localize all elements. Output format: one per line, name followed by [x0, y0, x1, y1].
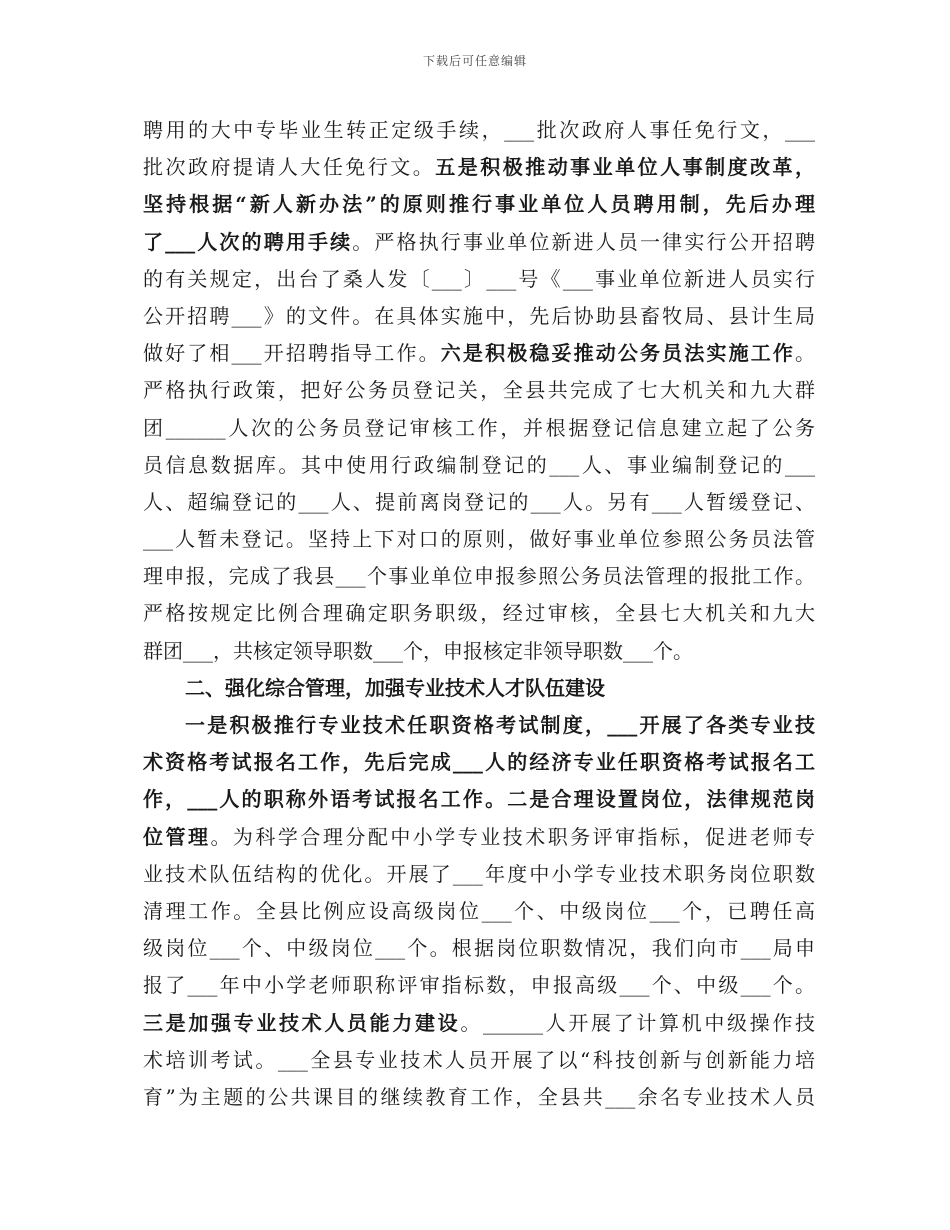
- text-line: [143, 149, 815, 186]
- text-run: 群团___，共核定领导职数___个，申报核定非领导职数___个。: [143, 638, 693, 663]
- text-run: 。: [795, 341, 816, 366]
- text-line: [143, 186, 815, 223]
- text-run: 级岗位___个、中级岗位___个。根据岗位职数情况，我们向市___局申: [143, 936, 815, 961]
- bold-text-run: 坚持根据“新人新办法”的原则推行事业单位人员聘用制，先后办理: [143, 192, 815, 217]
- text-run: ___人暂未登记。坚持上下对口的原则，做好事业单位参照公务员法管: [143, 527, 815, 552]
- text-run: 的有关规定，出台了桑人发〔___〕___号《___事业单位新进人员实行: [143, 266, 815, 291]
- text-run: 聘用的大中专毕业生转正定级手续，___批次政府人事任免行文，___: [143, 118, 815, 142]
- text-line: [143, 1005, 815, 1042]
- text-line: [143, 558, 815, 595]
- text-run: 理申报，完成了我县___个事业单位申报参照公务员法管理的报批工作。: [143, 564, 815, 589]
- text-line: [143, 372, 815, 409]
- text-line: [143, 410, 815, 447]
- bold-text-run: 三是加强专业技术人员能力建设: [143, 1010, 461, 1035]
- text-line: [143, 261, 815, 298]
- text-line: [143, 707, 815, 744]
- text-run: 员信息数据库。其中使用行政编制登记的___人、事业编制登记的___: [143, 452, 815, 477]
- text-run: 二、强化综合管理，加强专业技术人才队伍建设: [185, 675, 605, 700]
- text-line: [143, 447, 815, 484]
- bold-text-run: 六是积极稳妥推动公务员法实施工作: [440, 341, 796, 366]
- text-run: 严格按规定比例合理确定职务职级，经过审核，全县七大机关和九大: [143, 601, 815, 626]
- text-line: [143, 781, 815, 818]
- bold-text-run: 作，___人的职称外语考试报名工作。二是合理设置岗位，法律规范岗: [143, 787, 815, 812]
- text-run: 术培训考试。___全县专业技术人员开展了以“科技创新与创新能力培: [143, 1047, 815, 1072]
- bold-text-run: 了___人次的聘用手续: [143, 229, 353, 254]
- text-line: [143, 893, 815, 930]
- section-heading: [143, 670, 815, 707]
- bold-text-run: 位管理: [143, 824, 211, 849]
- text-run: 。为科学合理分配中小学专业技术职务评审指标，促进老师专: [210, 824, 816, 849]
- page-header-note: 下载后可任意编辑: [422, 54, 527, 68]
- text-run: 公开招聘___》的文件。在具体实施中，先后协助县畜牧局、县计生局: [143, 303, 815, 328]
- text-run: 报了___年中小学老师职称评审指标数，申报高级___个、中级___个。: [143, 973, 815, 998]
- text-line: [143, 521, 815, 558]
- text-line: [143, 112, 815, 149]
- text-line: [143, 484, 815, 521]
- bold-text-run: 五是积极推动事业单位人事制度改革，: [435, 155, 816, 180]
- text-line: [143, 930, 815, 967]
- text-line: [143, 819, 815, 856]
- text-line: [143, 298, 815, 335]
- text-run: 严格执行政策，把好公务员登记关，全县共完成了七大机关和九大群: [143, 378, 815, 403]
- text-line: [143, 224, 815, 261]
- text-run: 人、超编登记的___人、提前离岗登记的___人。另有___人暂缓登记、: [143, 489, 815, 514]
- bold-text-run: 术资格考试报名工作，先后完成___人的经济专业任职资格考试报名工: [143, 750, 815, 775]
- text-run: 育”为主题的公共课目的继续教育工作，全县共___余名专业技术人员: [143, 1084, 815, 1109]
- text-line: [143, 967, 815, 1004]
- document-body: [143, 112, 815, 1116]
- text-line: [143, 1042, 815, 1079]
- text-line: [143, 856, 815, 893]
- text-run: 批次政府提请人大任免行文。: [143, 155, 436, 180]
- text-line: [143, 595, 815, 632]
- text-run: 。严格执行事业单位新进人员一律实行公开招聘: [352, 229, 816, 254]
- text-run: 清理工作。全县比例应设高级岗位___个、中级岗位___个，已聘任高: [143, 898, 815, 923]
- text-run: 。______人开展了计算机中级操作技: [460, 1010, 816, 1035]
- text-line: [143, 335, 815, 372]
- text-line: [143, 744, 815, 781]
- text-run: 团______人次的公务员登记审核工作，并根据登记信息建立起了公务: [143, 415, 815, 440]
- text-line: [143, 1079, 815, 1116]
- bold-text-run: 一是积极推行专业技术任职资格考试制度，___开展了各类专业技: [185, 713, 815, 737]
- text-run: 做好了相___开招聘指导工作。: [143, 341, 441, 366]
- text-line: [143, 633, 815, 670]
- text-run: 业技术队伍结构的优化。开展了___年度中小学专业技术职务岗位职数: [143, 861, 815, 886]
